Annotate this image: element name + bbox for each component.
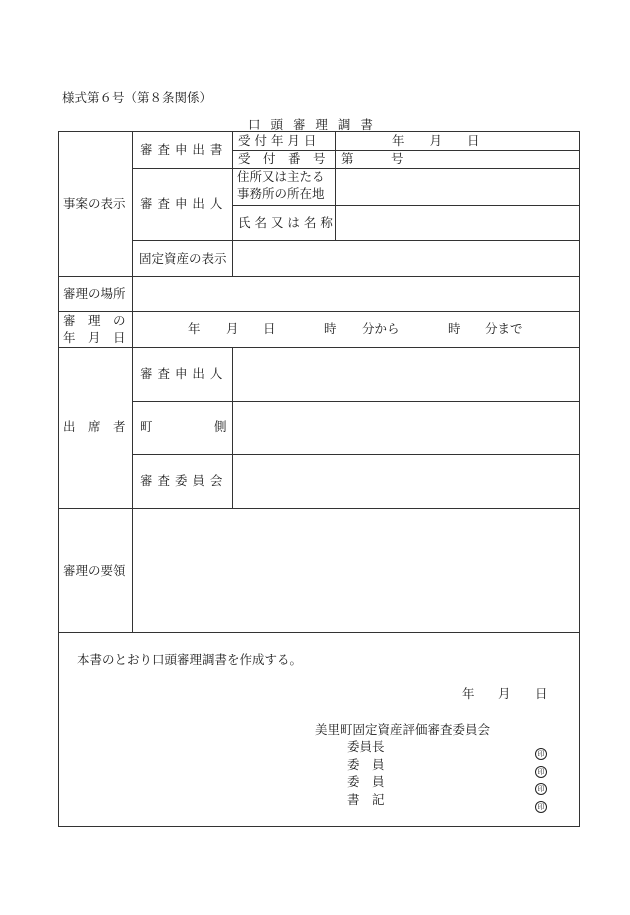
receipt-date-value: 年 月 日 (392, 133, 480, 148)
datetime-minute-to: 分まで (485, 321, 523, 336)
attendee-applicant-label: 審 査 申 出 人 (140, 366, 223, 381)
committee-name: 美里町固定資産評価審査委員会 (315, 722, 491, 737)
name-label: 氏 名 又 は 名 称 (238, 215, 333, 230)
attendee-town-label: 町 (140, 419, 153, 434)
signatory-member2-title: 委 員 (347, 774, 385, 789)
receipt-number-value: 第 号 (341, 151, 404, 166)
applicant-label: 審 査 申 出 人 (140, 196, 223, 211)
datetime-month: 月 (226, 321, 239, 336)
document-title: 口 頭 審 理 調 書 (248, 117, 376, 132)
attendees-label: 出 席 者 (63, 419, 126, 434)
footer-date-day: 日 (535, 686, 548, 701)
attendee-side-label: 側 (214, 419, 227, 434)
datetime-minute-from: 分から (362, 321, 400, 336)
signatory-member1-title: 委 員 (347, 757, 385, 772)
datetime-hour-end: 時 (448, 321, 461, 336)
seal-mark: 印 (535, 741, 547, 760)
datetime-year: 年 (188, 321, 201, 336)
datetime-label-line1: 審 理 の (63, 313, 126, 328)
datetime-hour-start: 時 (324, 321, 337, 336)
datetime-day: 日 (263, 321, 276, 336)
signatory-chair-title: 委員長 (347, 739, 385, 754)
form-number: 様式第６号（第８条関係） (62, 90, 213, 105)
receipt-date-label: 受 付 年 月 日 (238, 133, 317, 148)
receipt-number-label: 受 付 番 号 (238, 151, 326, 166)
footer-date-month: 月 (498, 686, 511, 701)
place-label: 審理の場所 (63, 286, 126, 301)
address-label-line1: 住所又は主たる (237, 169, 325, 184)
summary-label: 審理の要領 (63, 563, 126, 578)
attendee-committee-label: 審 査 委 員 会 (140, 473, 223, 488)
seal-mark: 印 (535, 794, 547, 813)
datetime-label-line2: 年 月 日 (63, 330, 126, 345)
asset-label: 固定資産の表示 (139, 251, 227, 266)
signatory-clerk-title: 書 記 (347, 792, 385, 807)
seal-mark: 印 (535, 759, 547, 778)
seal-mark: 印 (535, 776, 547, 795)
address-label-line2: 事務所の所在地 (237, 186, 325, 201)
request-document-label: 審 査 申 出 書 (140, 142, 223, 157)
footer-date-year: 年 (462, 686, 475, 701)
footer-statement: 本書のとおり口頭審理調書を作成する。 (77, 652, 303, 667)
case-section-label: 事案の表示 (63, 196, 126, 211)
